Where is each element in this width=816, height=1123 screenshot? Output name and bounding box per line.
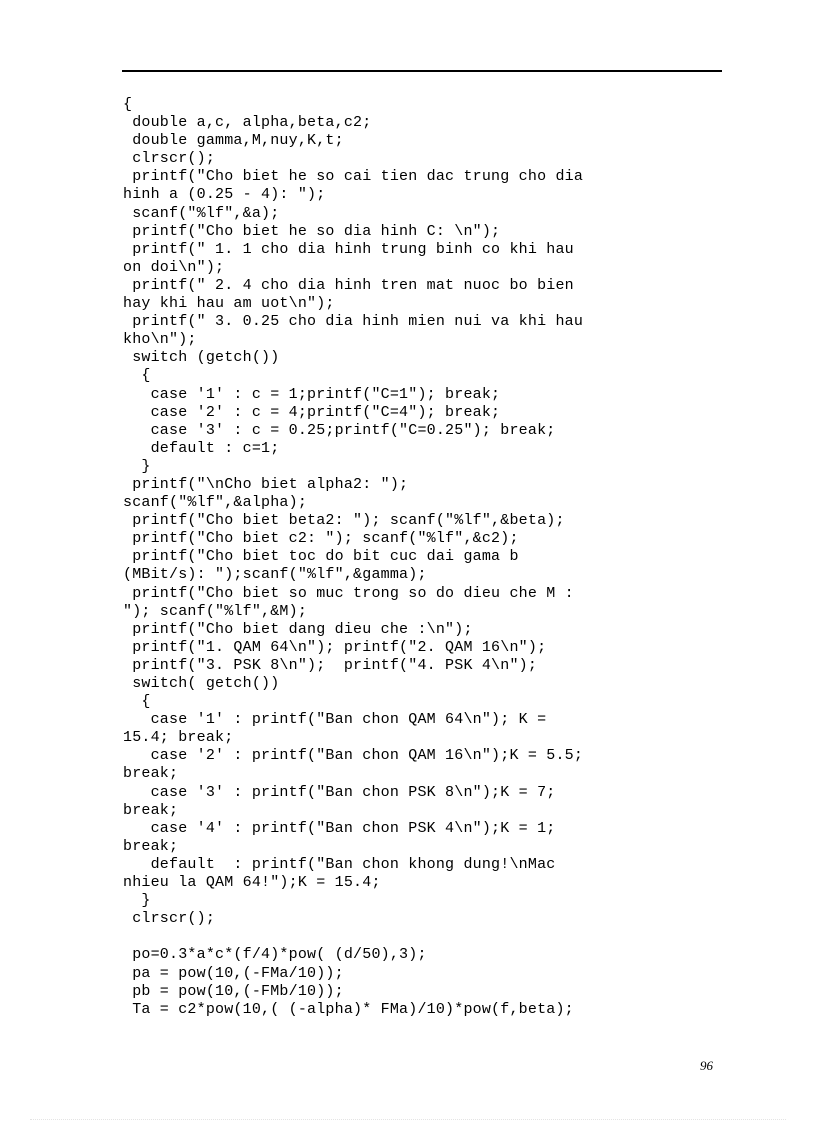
code-line: scanf("%lf",&alpha); [123,494,308,512]
code-line: printf(" 2. 4 cho dia hinh tren mat nuoc bo bien [123,276,574,294]
code-line: { [123,693,151,711]
header-rule [122,70,722,72]
code-line: printf("Cho biet toc do bit cuc dai gama b [123,548,519,566]
code-line: default : c=1; [123,439,280,457]
code-line: { [123,367,151,385]
code-line: printf(" 3. 0.25 cho dia hinh mien nui va khi hau [123,313,584,331]
code-line: default : printf("Ban chon khong dung!\nMac [123,855,556,873]
code-line: (MBit/s): ");scanf("%lf",&gamma); [123,566,427,584]
code-line: printf("Cho biet he so dia hinh C: \n"); [123,222,501,240]
code-line: break; [123,765,179,783]
code-line: printf("Cho biet so muc trong so do dieu che M : [123,584,574,602]
code-line: printf("Cho biet he so cai tien dac trung cho dia [123,168,584,186]
code-line: case '1' : c = 1;printf("C=1"); break; [123,385,501,403]
code-line: switch( getch()) [123,675,280,692]
code-line: hay khi hau am uot\n"); [123,295,335,313]
code-line: clrscr(); [123,150,216,168]
code-line: 15.4; break; [123,729,234,747]
footer-rule [30,1119,786,1120]
code-line: double gamma,M,nuy,K,t; [123,132,344,150]
code-line: } [123,457,151,475]
code-line: case '2' : printf("Ban chon QAM 16\n");K = 5.5; [123,747,584,765]
code-line: switch (getch()) [123,349,280,367]
code-line: nhieu la QAM 64!");K = 15.4; [123,874,381,892]
code-line: printf("1. QAM 64\n"); printf("2. QAM 16\n"); [123,638,547,656]
code-line: printf("Cho biet dang dieu che :\n"); [123,620,473,638]
code-line: printf("Cho biet c2: "); scanf("%lf",&c2); [123,530,519,548]
code-line: "); scanf("%lf",&M); [123,602,308,620]
code-line: case '1' : printf("Ban chon QAM 64\n"); K = [123,711,547,729]
code-line: kho\n"); [123,331,197,349]
code-line: case '2' : c = 4;printf("C=4"); break; [123,403,501,421]
code-line: pb = pow(10,(-FMb/10)); [123,982,344,1000]
code-listing [123,96,723,1019]
code-line [123,928,723,946]
code-line: printf(" 1. 1 cho dia hinh trung binh co khi hau [123,240,574,258]
code-line: printf("\nCho biet alpha2: "); [123,475,409,493]
code-line: po=0.3*a*c*(f/4)*pow( (d/50),3); [123,946,427,964]
code-line: { [123,96,133,113]
code-line: } [123,892,151,910]
code-line: double a,c, alpha,beta,c2; [123,114,372,132]
code-line: case '3' : printf("Ban chon PSK 8\n");K = 7; [123,783,556,801]
code-line: scanf("%lf",&a); [123,204,280,222]
code-line: case '4' : printf("Ban chon PSK 4\n");K = 1; [123,819,556,837]
code-line: on doi\n"); [123,258,225,276]
code-line: printf("3. PSK 8\n"); printf("4. PSK 4\n"); [123,656,538,674]
code-line: break; [123,837,179,855]
code-line: hinh a (0.25 - 4): "); [123,186,326,204]
code-line: printf("Cho biet beta2: "); scanf("%lf",&beta); [123,512,565,530]
code-line: break; [123,801,179,819]
code-line: clrscr(); [123,910,216,928]
code-line: Ta = c2*pow(10,( (-alpha)* FMa)/10)*pow(f,beta); [123,1000,574,1018]
code-line: pa = pow(10,(-FMa/10)); [123,964,344,982]
page-number: 96 [700,1058,713,1073]
code-line: case '3' : c = 0.25;printf("C=0.25"); break; [123,421,556,439]
